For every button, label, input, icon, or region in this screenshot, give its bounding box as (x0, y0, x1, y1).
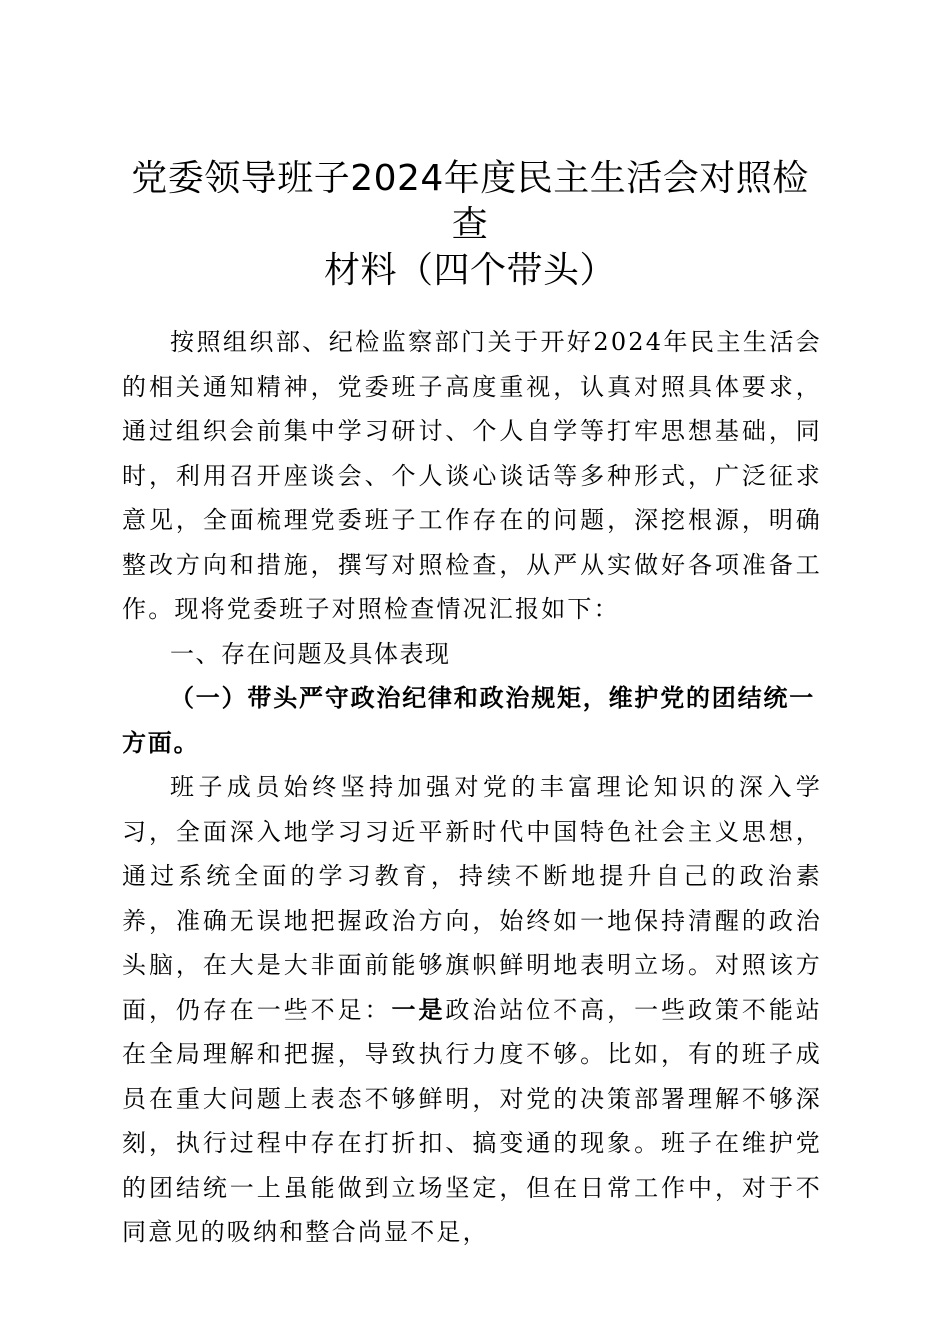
intro-paragraph: 按照组织部、纪检监察部门关于开好2024年民主生活会的相关通知精神，党委班子高度重视，认真对照具体要求，通过组织会前集中学习研讨、个人自学等打牢思想基础，同时，利用召开座谈会、个人谈心谈话等多种形式，广泛征求意见，全面梳理党委班子工作存在的问题，深挖根源，明确整改方向和措施，撰写对照检查，从严从实做好各项准备工作。现将党委班子对照检查情况汇报如下： (122, 328, 822, 623)
subsection-heading: （一）带头严守政治纪律和政治规矩，维护党的团结统一方面。 (122, 683, 815, 757)
section-heading: 一、存在问题及具体表现 (170, 639, 451, 668)
title-line-1: 党委领导班子2024年度民主生活会对照检查 (131, 158, 809, 245)
document-title (120, 156, 820, 294)
paragraph-text-part-1: 班子成员始终坚持加强对党的丰富理论知识的深入学习，全面深入地学习习近平新时代中国特色社会主义思想，通过系统全面的学习教育，持续不断地提升自己的政治素养，准确无误地把握政治方向，始终如一地保持清醒的政治头脑，在大是大非面前能够旗帜鲜明地表明立场。对照该方面，仍存在一些不足： (122, 773, 822, 1024)
body-paragraph (122, 765, 822, 1255)
title-line-2: 材料（四个带头） (323, 250, 616, 291)
document-body (122, 320, 822, 1255)
paragraph-text-part-2: 政治站位不高，一些政策不能站在全局理解和把握，导致执行力度不够。比如，有的班子成员在重大问题上表态不够鲜明，对党的决策部署理解不够深刻，执行过程中存在打折扣、搞变通的现象。班子在维护党的团结统一上虽能做到立场坚定，但在日常工作中，对于不同意见的吸纳和整合尚显不足， (122, 995, 822, 1246)
emphasis-first-point: 一是 (391, 994, 446, 1024)
